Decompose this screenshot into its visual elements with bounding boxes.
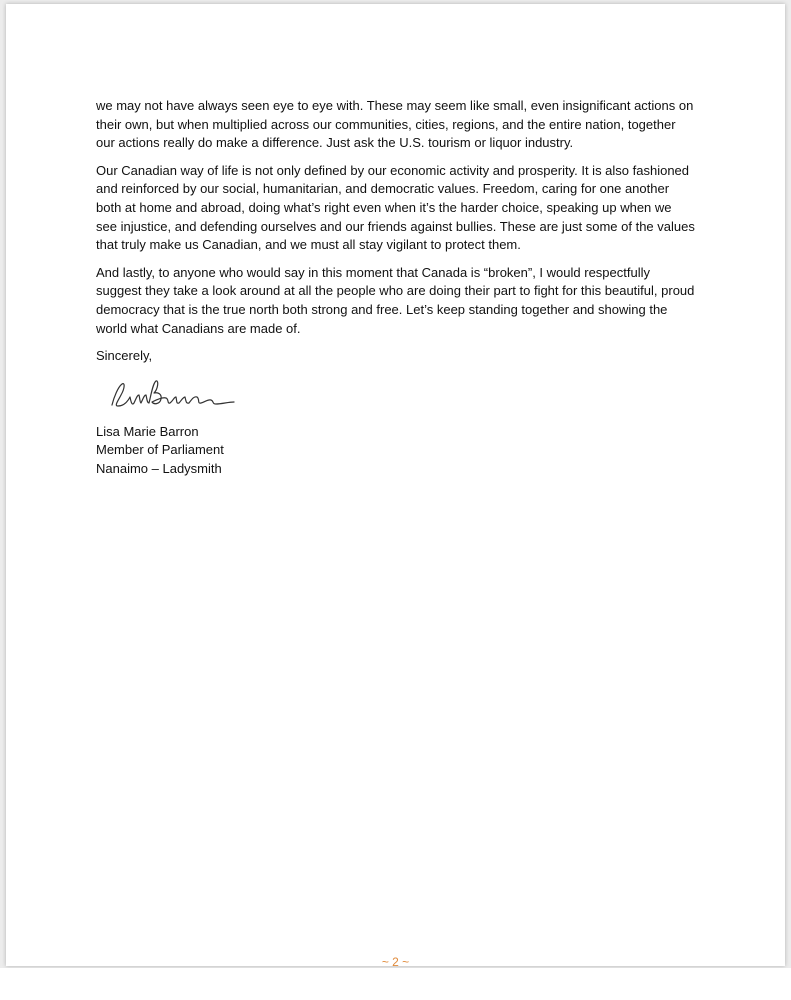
document-page [6, 4, 785, 966]
signer-name: Lisa Marie Barron [96, 423, 199, 439]
signer-title: Member of Parliament [96, 442, 224, 458]
paragraph-3: And lastly, to anyone who would say in this moment that Canada is “broken”, I would respectfully suggest they take a look around at all the people who are doing their part to fight for this beautiful, proud democracy that is the true north both strong and free. Let’s keep standing together and showing the world what Canadians are made of. [96, 264, 695, 336]
paragraph-2: Our Canadian way of life is not only defined by our economic activity and prosperity. It is also fashioned and reinforced by our social, humanitarian, and democratic values. Freedom, caring for one another both at home and abroad, doing what’s right even when it’s the harder choice, speaking up when we see injustice, and defending ourselves and our friends against bullies. These are just some of the values that truly make us Canadian, and we must all stay vigilant to protect them. [96, 162, 695, 253]
handwritten-signature [108, 375, 238, 413]
page-number: ~ 2 ~ [381, 955, 410, 966]
closing-salutation: Sincerely, [96, 348, 153, 364]
page-gap [0, 968, 791, 1000]
signer-riding: Nanaimo – Ladysmith [96, 460, 222, 476]
letter-body [96, 97, 696, 479]
signature-block [96, 423, 696, 479]
paragraph-1: we may not have always seen eye to eye with. These may seem like small, even insignificant actions on their own, but when multiplied across our communities, cities, regions, and the entire nation, together our actions really do make a difference. Just ask the U.S. tourism or liquor industry. [96, 98, 694, 151]
